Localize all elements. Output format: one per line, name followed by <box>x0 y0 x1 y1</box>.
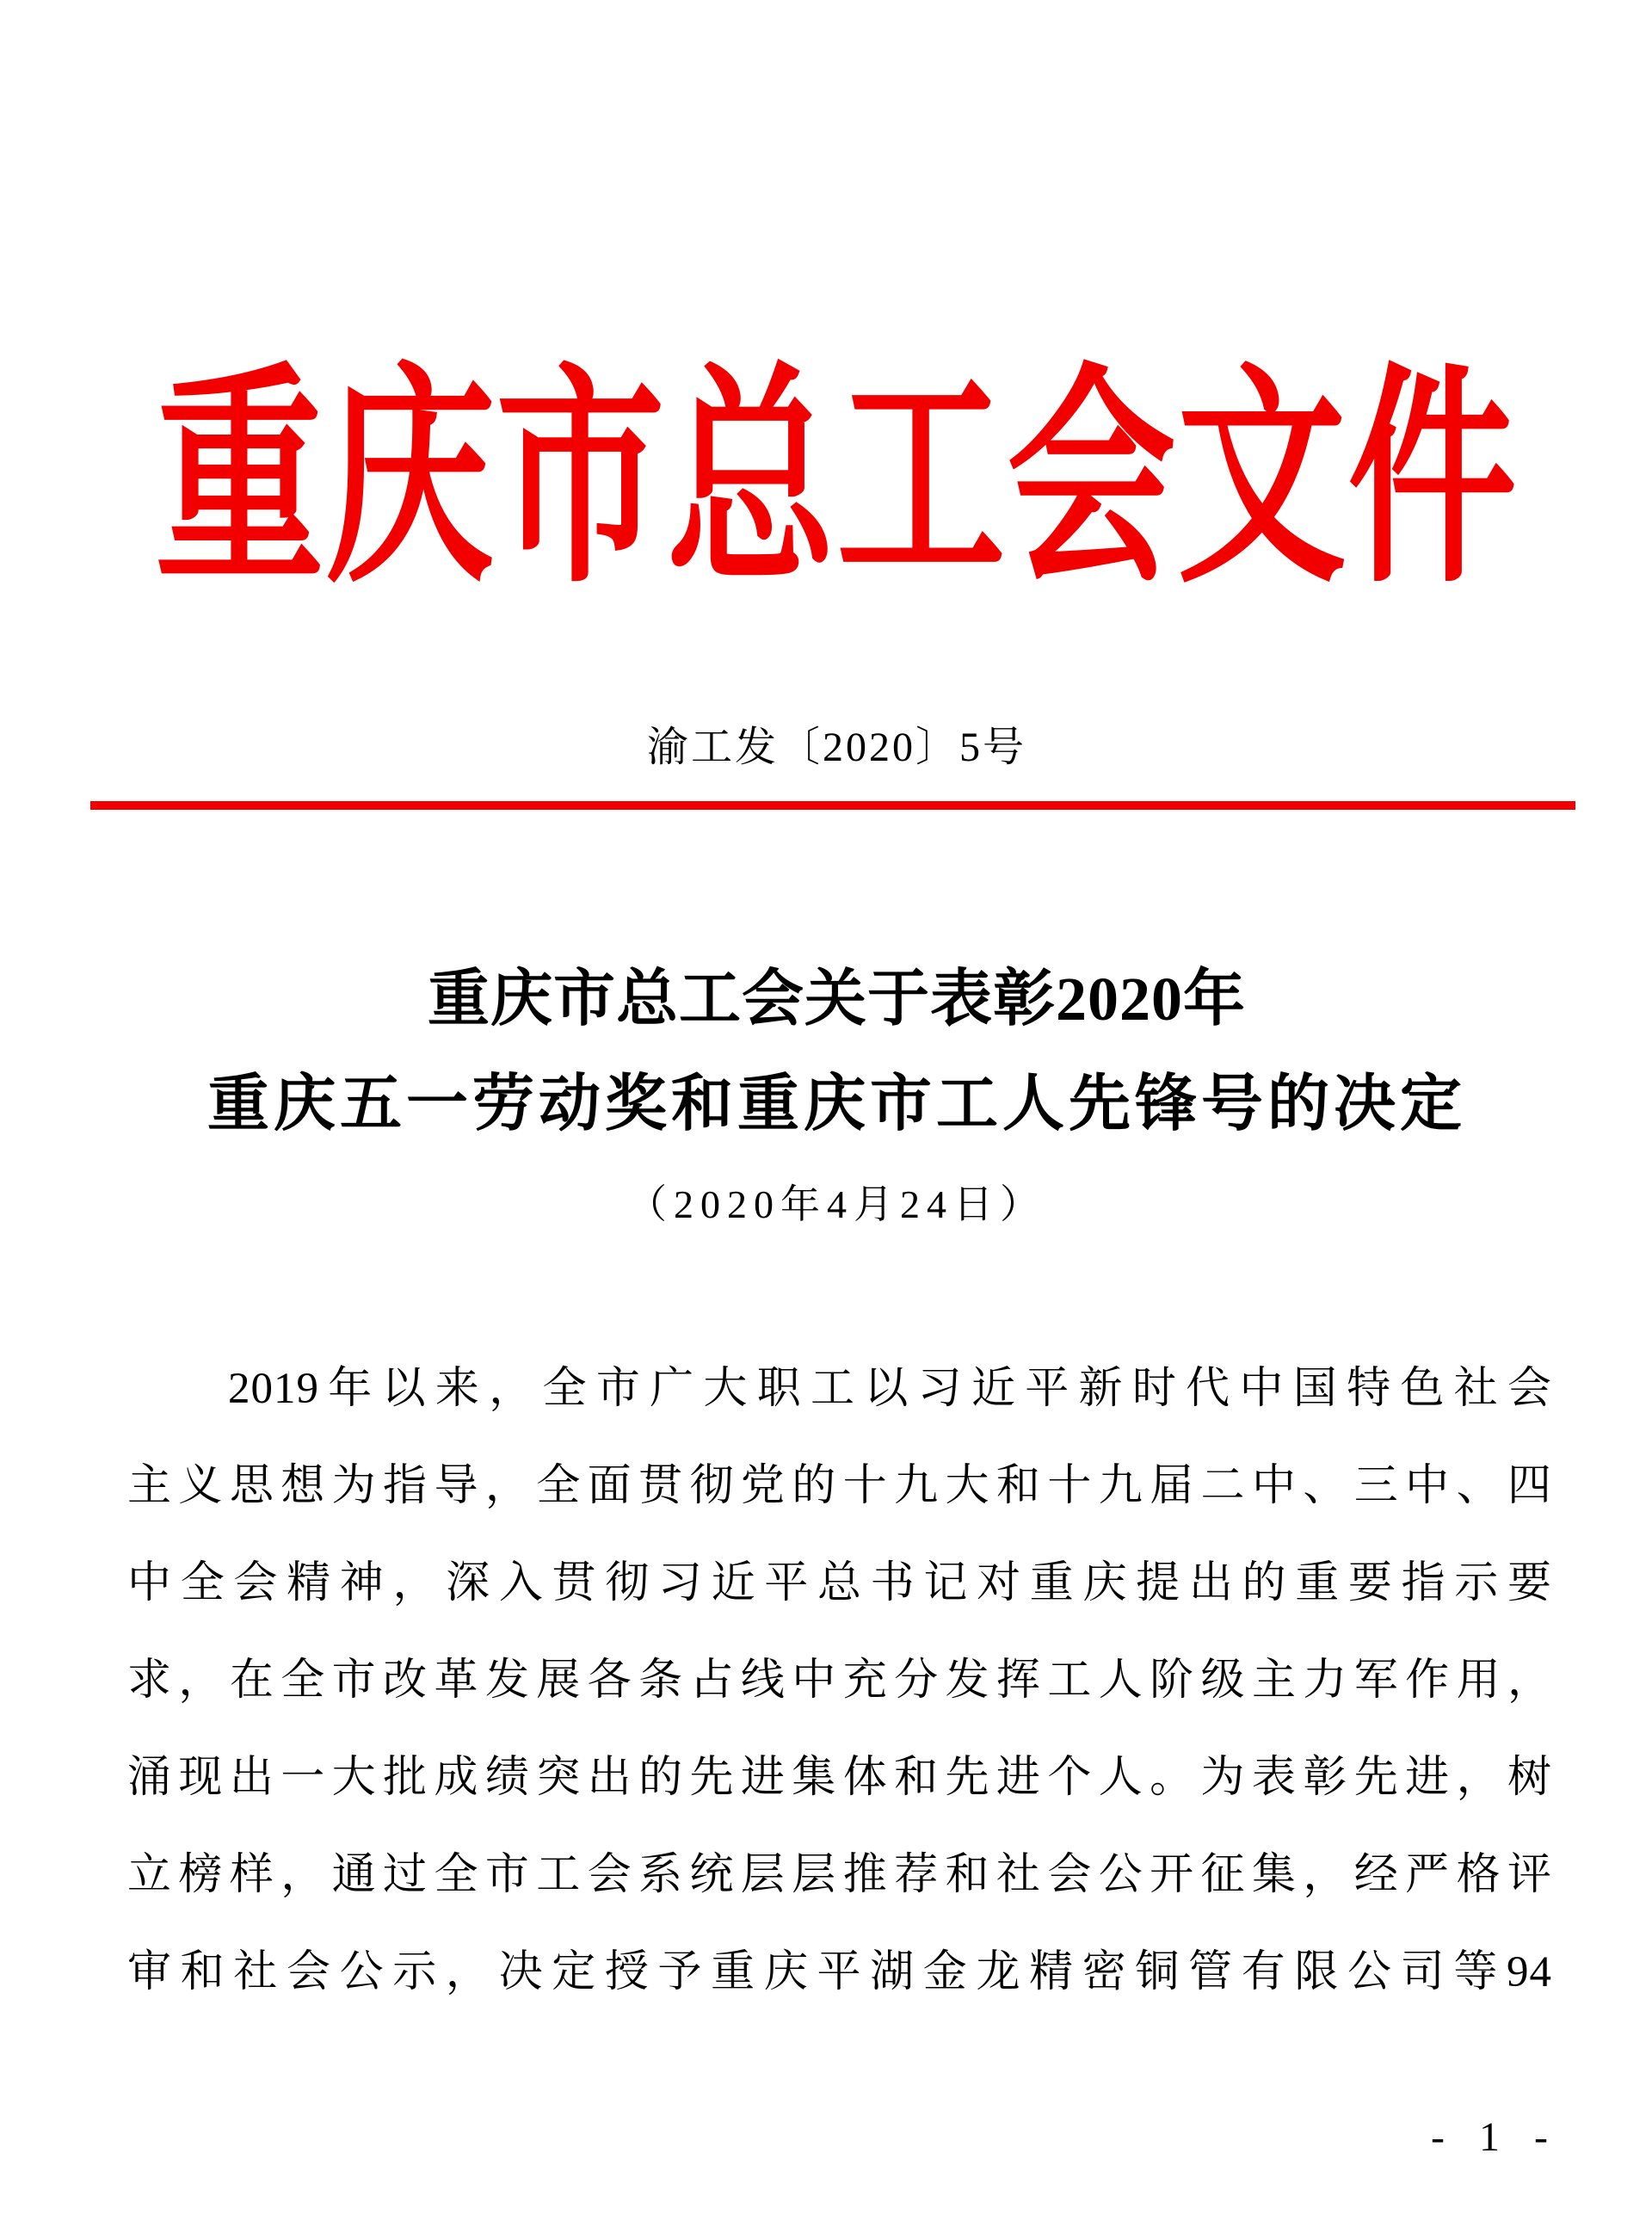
document-date: （2020年4月24日） <box>627 1182 1046 1226</box>
body-line: 立榜样，通过全市工会系统层层推荐和社会公开征集，经严格评 <box>127 1851 1552 1899</box>
body-line: 审和社会公示，决定授予重庆平湖金龙精密铜管有限公司等94 <box>127 1948 1552 1996</box>
red-separator-line <box>90 801 1575 810</box>
body-line: 求，在全市改革发展各条占线中充分发挥工人阶级主力军作用， <box>127 1657 1552 1705</box>
document-title-line1: 重庆市总工会关于表彰2020年 <box>427 965 1246 1033</box>
body-line: 涌现出一大批成绩突出的先进集体和先进个人。为表彰先进，树 <box>127 1754 1552 1802</box>
letterhead-title: 重庆市总工会文件 <box>155 352 1519 611</box>
body-line: 主义思想为指导，全面贯彻党的十九大和十九届二中、三中、四 <box>127 1462 1552 1510</box>
page-number: - 1 - <box>1431 2114 1555 2160</box>
body-paragraph <box>127 1341 1552 2021</box>
document-title-line2: 重庆五一劳动奖和重庆市工人先锋号的决定 <box>206 1070 1466 1138</box>
body-line: 中全会精神，深入贯彻习近平总书记对重庆提出的重要指示要 <box>127 1559 1552 1607</box>
body-line: 2019年以来，全市广大职工以习近平新时代中国特色社会 <box>228 1365 1552 1413</box>
doc-number: 渝工发〔2020〕5号 <box>646 725 1026 770</box>
